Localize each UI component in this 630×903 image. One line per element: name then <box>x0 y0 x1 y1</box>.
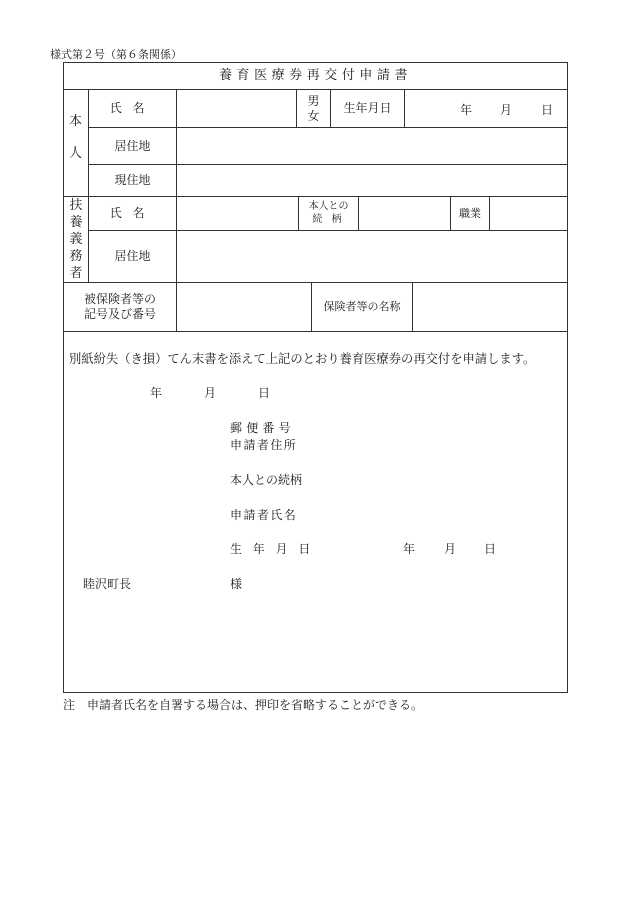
applicant-address-label: 申請者住所 <box>230 438 298 452</box>
addressee: 睦沢町長 <box>83 577 132 591</box>
label-birthdate: 生年月日 <box>343 101 392 115</box>
sex-field[interactable] <box>297 90 330 127</box>
application-statement: 別紙紛失（き損）てん末書を添えて上記のとおり養育医療券の再交付を申請します。 <box>69 352 536 366</box>
field-supporter-name[interactable] <box>177 197 298 230</box>
postal-code-label: 郵便番号 <box>230 421 295 435</box>
footnote: 注 申請者氏名を自署する場合は、押印を省略することができる。 <box>63 698 424 712</box>
supporter-char: 養 <box>69 215 83 230</box>
insured-line-1: 被保険者等の <box>83 292 156 306</box>
applicant-name-label: 申請者氏名 <box>230 508 298 522</box>
insured-line-2: 記号及び番号 <box>83 307 156 321</box>
field-principal-current-address[interactable] <box>177 165 567 196</box>
label-domicile: 居住地 <box>114 138 151 153</box>
applicant-birthdate-label: 生年月日 <box>230 542 322 556</box>
sex-female[interactable]: 女 <box>307 108 320 123</box>
applicant-birth-year-unit: 年 <box>403 542 416 556</box>
relation-label: 本人との続柄 <box>230 473 303 487</box>
applicant-birth-day-unit: 日 <box>484 542 497 556</box>
form-code: 様式第２号（第６条関係） <box>50 48 182 61</box>
supporter-char: 義 <box>69 232 83 247</box>
label-current-address: 現住地 <box>114 173 151 187</box>
relation-line-1: 本人との <box>308 201 349 212</box>
field-supporter-domicile[interactable] <box>177 231 567 282</box>
section-supporter <box>64 197 88 282</box>
frame-right <box>567 62 568 693</box>
form-title: 養育医療券再交付申請書 <box>218 67 413 83</box>
label-insurer-name: 保険者等の名称 <box>323 300 401 314</box>
label-supporter-name: 氏名 <box>109 206 156 220</box>
honorific: 様 <box>230 577 243 591</box>
rule-v-birth <box>404 89 405 128</box>
label-occupation: 職業 <box>459 206 481 220</box>
birth-month-unit: 月 <box>500 103 513 117</box>
supporter-char: 務 <box>69 249 83 264</box>
label-name: 氏名 <box>109 101 156 115</box>
field-relation[interactable] <box>359 197 450 230</box>
birth-day-unit: 日 <box>541 103 554 117</box>
sex-male[interactable]: 男 <box>307 93 320 108</box>
label-supporter-domicile: 居住地 <box>114 249 151 263</box>
section-principal-1: 本 <box>69 114 83 129</box>
rule-r6 <box>63 331 568 332</box>
birth-year-unit: 年 <box>460 103 473 117</box>
date-month-unit: 月 <box>204 386 217 400</box>
label-insured-number <box>64 283 176 331</box>
field-principal-name[interactable] <box>177 90 296 127</box>
frame-left <box>63 62 64 693</box>
section-principal-2: 人 <box>69 146 83 161</box>
field-insured-number[interactable] <box>177 283 311 331</box>
field-occupation[interactable] <box>490 197 567 230</box>
frame-bottom <box>63 692 568 693</box>
field-insurer-name[interactable] <box>413 283 567 331</box>
label-relation <box>299 197 358 230</box>
supporter-char: 扶 <box>69 198 83 213</box>
applicant-birth-month-unit: 月 <box>444 542 457 556</box>
field-principal-domicile[interactable] <box>177 128 567 164</box>
relation-line-2: 続 柄 <box>312 213 345 225</box>
date-year-unit: 年 <box>150 386 163 400</box>
supporter-char: 者 <box>69 266 83 281</box>
date-day-unit: 日 <box>258 386 271 400</box>
